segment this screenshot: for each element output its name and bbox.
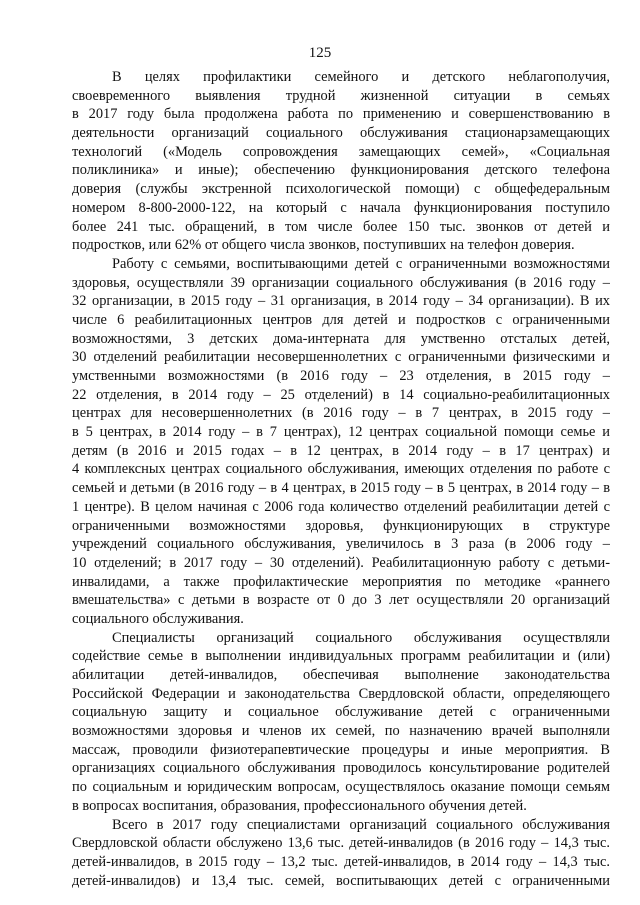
text-line: абилитации детей-инвалидов, обеспечивая выполнение законодательства: [72, 667, 610, 683]
text-line: детей-инвалидов) и 13,4 тыс. семей, воспитывающих детей с ограниченными: [72, 872, 610, 889]
text-line: более 241 тыс. обращений, в том числе более 150 тыс. звонков от детей и: [72, 218, 610, 235]
text-line: 4 комплексных центрах социального обслуживания, имеющих отделения по работе с: [72, 461, 610, 478]
text-line: Работу с семьями, воспитывающими детей с ограниченными возможностями: [112, 255, 610, 272]
text-line: в вопросах воспитания, образования, профессионального обучения детей.: [72, 797, 527, 814]
text-line: вмешательства» с детьми в возрасте от 0 до 3 лет осуществляли 20 организаций: [72, 592, 610, 609]
text-line: 10 отделений; в 2017 году – 30 отделений). Реабилитационную работу с детьми-: [72, 554, 610, 571]
paragraph: [72, 816, 610, 891]
paragraph: [72, 68, 610, 255]
text-line: возможностями здоровья и членов их семей, по назначению врачей выполняли: [72, 723, 610, 740]
text-line: в 2017 году была продолжена работа по применению и совершенствованию в: [72, 106, 610, 123]
text-line: здоровья, осуществляли 39 организации социального обслуживания (в 2016 году –: [72, 274, 610, 291]
text-line: ограниченными возможностями здоровья, функционирующих в структуре: [72, 517, 610, 534]
body-text: [72, 68, 610, 890]
text-line: технологий («Модель сопровождения замещающих семей», «Социальная: [72, 143, 610, 160]
text-line: центрах для несовершеннолетних (в 2016 году – в 7 центрах, в 2015 году –: [72, 405, 610, 422]
text-line: в 5 центрах, в 2014 году – в 7 центрах), 12 центрах социальной помощи семье и: [72, 424, 610, 441]
text-line: социальную защиту и социальное обслуживание детей с ограниченными: [72, 704, 610, 721]
text-line: поликлиника» и иные); обеспечению функционирования детского телефона: [72, 162, 610, 179]
text-line: 32 организации, в 2015 году – 31 организация, в 2014 году – 34 организации). В их: [72, 293, 610, 310]
text-line: деятельности организаций социального обслуживания стационарзамещающих: [72, 125, 610, 142]
text-line: В целях профилактики семейного и детского неблагополучия,: [112, 69, 610, 85]
text-line: подростков, или 62% от общего числа звонков, поступивших на телефон доверия.: [72, 237, 575, 254]
text-line: учреждений социального обслуживания, увеличилось в 3 раза (в 2006 году –: [72, 536, 610, 553]
text-line: семьей и детьми (в 2016 году – в 4 центрах, в 2015 году – в 5 центрах, в 2014 году – в: [72, 480, 610, 497]
text-line: организациях социального обслуживания проводилось консультирование родителей: [72, 760, 610, 777]
text-line: 22 отделения, в 2014 году – 25 отделений) в 14 социально-реабилитационных: [72, 386, 610, 403]
text-line: содействие семье в выполнении индивидуальных программ реабилитации и (или): [72, 648, 610, 665]
text-line: Специалисты организаций социального обслуживания осуществляли: [112, 629, 610, 646]
text-line: номером 8-800-2000-122, на который с начала функционирования поступило: [72, 199, 610, 216]
text-line: умственными возможностями (в 2016 году – 23 отделения, в 2015 году –: [72, 368, 610, 384]
text-line: Всего в 2017 году специалистами организаций социального обслуживания: [112, 816, 610, 833]
text-line: социального обслуживания.: [72, 610, 244, 627]
text-line: Свердловской области обслужено 13,6 тыс. детей-инвалидов (в 2016 году – 14,3 тыс.: [72, 835, 610, 852]
text-line: доверия (службы экстренной психологической помощи) с общефедеральным: [72, 181, 610, 198]
text-line: возможностями, 3 детских дома-интерната для умственно отсталых детей,: [72, 330, 610, 347]
paragraph: [72, 629, 610, 816]
text-line: 1 центре). В целом начиная с 2006 года количество отделений реабилитации детей с: [72, 498, 610, 515]
text-line: массаж, проводили физиотерапевтические процедуры и иные мероприятия. В: [72, 741, 610, 758]
page-number: 125: [308, 45, 332, 61]
text-line: по социальным и юридическим вопросам, осуществлялось оказание помощи семьям: [72, 779, 610, 796]
text-line: инвалидами, а также профилактические мероприятия по методике «раннего: [72, 573, 610, 590]
text-line: числе 6 реабилитационных центров для детей и подростков с ограниченными: [72, 311, 610, 328]
text-line: Российской Федерации и законодательства Свердловской области, определяющего: [72, 685, 610, 702]
paragraph: [72, 255, 610, 629]
text-line: детей-инвалидов, в 2015 году – 13,2 тыс. детей-инвалидов, в 2014 году – 14,3 тыс.: [72, 853, 610, 870]
text-line: детям (в 2016 и 2015 годах – в 12 центрах, в 2014 году – в 17 центрах) и: [72, 442, 610, 459]
text-line: 30 отделений реабилитации несовершеннолетних с ограниченными физическими и: [72, 349, 610, 366]
text-line: своевременного выявления трудной жизненной ситуации в семьях: [72, 87, 610, 104]
